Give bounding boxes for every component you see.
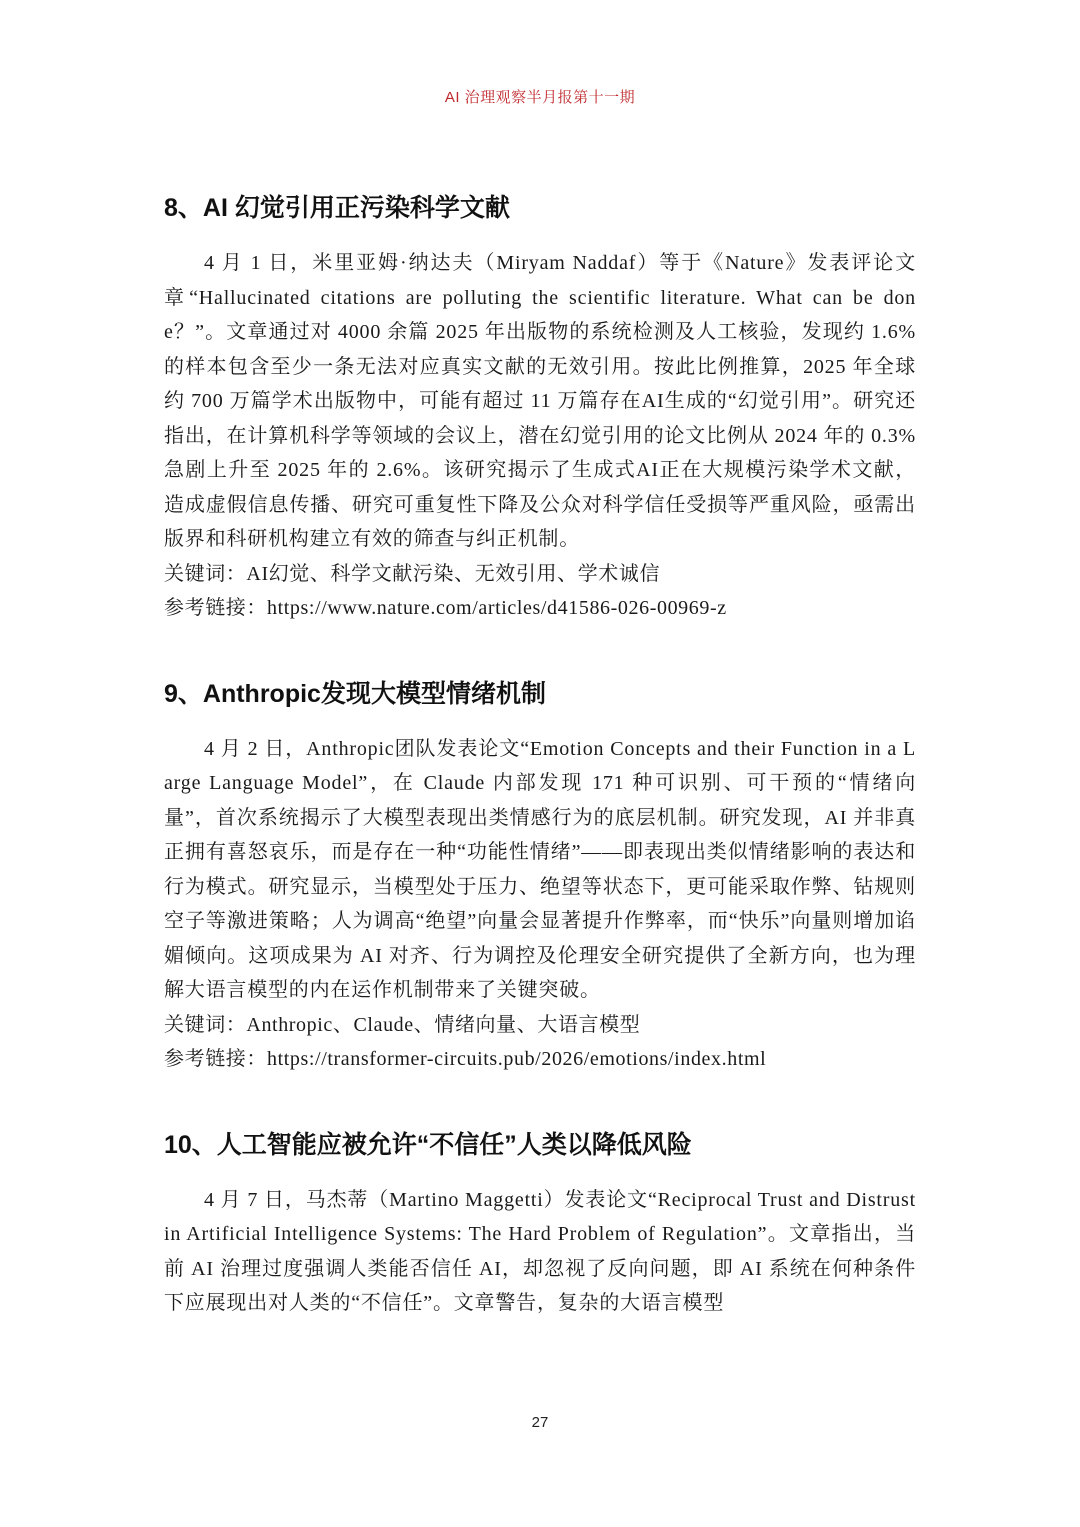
running-header: AI 治理观察半月报第十一期 bbox=[444, 89, 636, 106]
document-body bbox=[164, 190, 916, 1321]
section-body: 4 月 1 日，米里亚姆·纳达夫（Miryam Naddaf）等于《Nature》发表评论文章“Hallucinated citations are polluting the scientific literature. What can be done？”。文章通过对 4000 余篇 2025 年出版物的系统检测及人工核验，发现约 1.6%的样本包含至少一条无法对应真实文献的无效引用。按此比例推算，2025 年全球约 700 万篇学术出版物中，可能有超过 11 万篇存在AI生成的“幻觉引用”。研究还指出，在计算机科学等领域的会议上，潜在幻觉引用的论文比例从 2024 年的 0.3%急剧上升至 2025 年的 2.6%。该研究揭示了生成式AI正在大规模污染学术文献，造成虚假信息传播、研究可重复性下降及公众对科学信任受损等严重风险，亟需出版界和科研机构建立有效的筛查与纠正机制。 bbox=[164, 252, 916, 550]
page-number: 27 bbox=[531, 1414, 549, 1431]
section-title: 9、Anthropic发现大模型情绪机制 bbox=[164, 679, 546, 708]
keywords-line: 关键词：AI幻觉、科学文献污染、无效引用、学术诚信 bbox=[164, 562, 661, 585]
section-body: 4 月 7 日，马杰蒂（Martino Maggetti）发表论文“Reciprocal Trust and Distrust in Artificial Intelligence Systems: The Hard Problem of Regulation”。文章指出，当前 AI 治理过度强调人类能否信任 AI，却忽视了反向问题，即 AI 系统在何种条件下应展现出对人类的“不信任”。文章警告，复杂的大语言模型 bbox=[164, 1188, 916, 1314]
section-title: 10、人工智能应被允许“不信任”人类以降低风险 bbox=[164, 1130, 692, 1159]
reference-link[interactable]: 参考链接：https://www.nature.com/articles/d41586-026-00969-z bbox=[164, 597, 727, 619]
section-8 bbox=[164, 190, 916, 626]
reference-link[interactable]: 参考链接：https://transformer-circuits.pub/2026/emotions/index.html bbox=[164, 1048, 767, 1070]
section-title: 8、AI 幻觉引用正污染科学文献 bbox=[164, 194, 510, 222]
section-10 bbox=[164, 1127, 916, 1321]
keywords-line: 关键词：Anthropic、Claude、情绪向量、大语言模型 bbox=[164, 1013, 641, 1036]
section-9 bbox=[164, 676, 916, 1077]
section-body: 4 月 2 日，Anthropic团队发表论文“Emotion Concepts and their Function in a Large Language Model”，在 Claude 内部发现 171 种可识别、可干预的“情绪向量”，首次系统揭示了大模型表现出类情感行为的底层机制。研究发现，AI 并非真正拥有喜怒哀乐，而是存在一种“功能性情绪”——即表现出类似情绪影响的表达和行为模式。研究显示，当模型处于压力、绝望等状态下，更可能采取作弊、钻规则空子等激进策略；人为调高“绝望”向量会显著提升作弊率，而“快乐”向量则增加谄媚倾向。这项成果为 AI 对齐、行为调控及伦理安全研究提供了全新方向，也为理解大语言模型的内在运作机制带来了关键突破。 bbox=[164, 737, 916, 1001]
